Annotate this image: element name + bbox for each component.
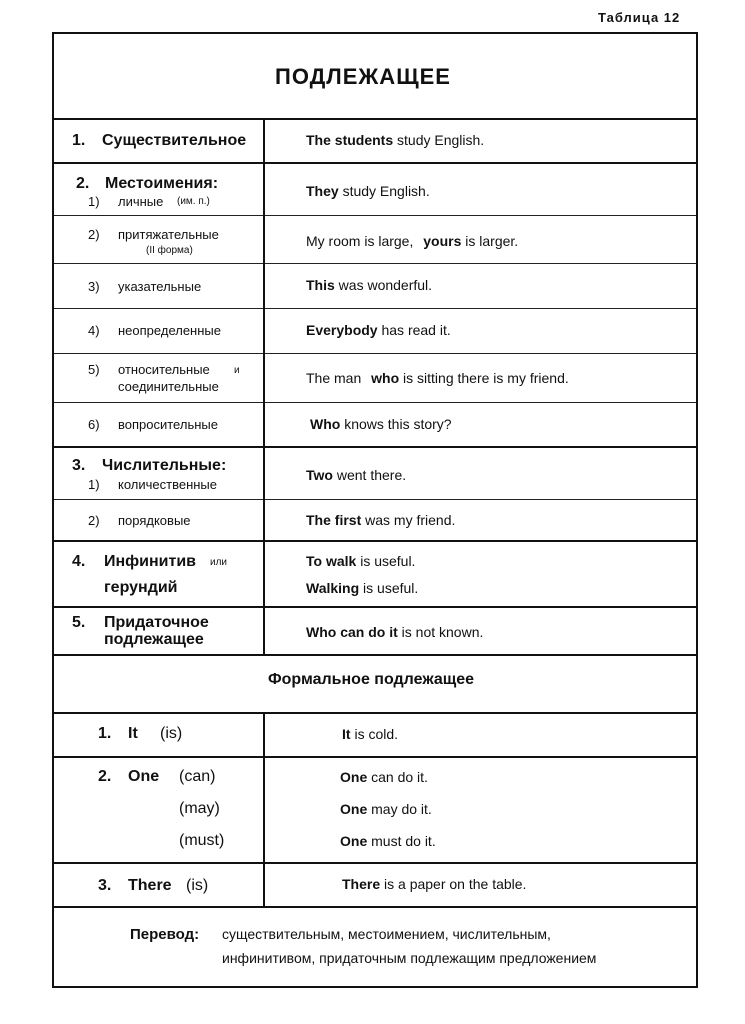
rule <box>54 906 696 908</box>
note: (II форма) <box>146 245 193 256</box>
table-label: Таблица 12 <box>598 10 681 25</box>
row-number: 2) <box>88 513 100 528</box>
example: This was wonderful. <box>306 277 433 293</box>
rule <box>54 308 696 309</box>
formal-verb: (can) <box>179 768 216 785</box>
row-label: подлежащее <box>104 631 204 648</box>
row-label: указательные <box>118 279 202 294</box>
row-label: вопросительные <box>118 417 218 432</box>
example: One may do it. <box>340 801 432 817</box>
rule <box>54 712 696 714</box>
rule <box>54 118 696 120</box>
row-number: 4. <box>72 553 86 570</box>
row-label: соединительные <box>118 379 219 394</box>
example: My room is large, yours is larger. <box>306 233 519 249</box>
row-label: Числительные: <box>102 457 227 474</box>
section-heading: Формальное подлежащее <box>268 671 475 688</box>
note: (им. п.) <box>177 196 210 207</box>
example: The man who is sitting there is my friend. <box>306 370 569 386</box>
subject-table <box>52 32 698 988</box>
sub-number: 1) <box>88 194 100 209</box>
row-label: Местоимения: <box>105 175 219 192</box>
column-divider <box>263 712 265 906</box>
rule <box>54 654 696 656</box>
row-number: 1. <box>98 725 112 742</box>
row-label: Придаточное <box>104 614 209 631</box>
row-number: 3. <box>72 457 86 474</box>
translation-line: инфинитивом, придаточным подлежащим предложением <box>222 950 597 966</box>
row-number: 3) <box>88 279 100 294</box>
row-label: притяжательные <box>118 227 219 242</box>
formal-verb: (must) <box>179 832 225 849</box>
rule <box>54 402 696 403</box>
row-number: 3. <box>98 877 112 894</box>
row-number: 2. <box>98 768 112 785</box>
formal-word: One <box>128 768 160 785</box>
row-number: 5) <box>88 362 100 377</box>
translation-label: Перевод: <box>130 926 200 943</box>
row-number: 4) <box>88 323 100 338</box>
example: One must do it. <box>340 833 436 849</box>
sub-label: личные <box>118 194 164 209</box>
rule <box>54 162 696 164</box>
example: Who knows this story? <box>310 416 452 432</box>
rule <box>54 215 696 216</box>
row-label: Инфинитив <box>104 553 197 570</box>
example: The students study English. <box>306 132 485 148</box>
sub-number: 1) <box>88 477 100 492</box>
rule <box>54 862 696 864</box>
formal-verb: (may) <box>179 800 220 817</box>
example: There is a paper on the table. <box>342 876 527 892</box>
example: Two went there. <box>306 467 407 483</box>
row-number: 6) <box>88 417 100 432</box>
row-label: герундий <box>104 579 178 596</box>
page-title: ПОДЛЕЖАЩЕЕ <box>275 64 451 89</box>
row-label: относительные <box>118 362 210 377</box>
rule <box>54 353 696 354</box>
row-number: 1. <box>72 132 86 149</box>
translation-line: существительным, местоимением, числительным, <box>222 926 551 942</box>
rule <box>54 263 696 264</box>
example: The first was my friend. <box>306 512 456 528</box>
rule <box>54 499 696 500</box>
example: It is cold. <box>342 726 399 742</box>
conjunction: и <box>234 365 240 376</box>
rule <box>54 756 696 758</box>
conjunction: или <box>210 557 228 568</box>
row-label: порядковые <box>118 513 191 528</box>
example: Who can do it is not known. <box>306 624 484 640</box>
rule <box>54 540 696 542</box>
example: One can do it. <box>340 769 428 785</box>
sub-label: количественные <box>118 477 218 492</box>
row-number: 5. <box>72 614 86 631</box>
formal-verb: (is) <box>160 725 183 742</box>
formal-word: It <box>128 725 138 742</box>
rule <box>54 446 696 448</box>
row-label: Существительное <box>102 132 247 149</box>
formal-word: There <box>128 877 172 894</box>
formal-verb: (is) <box>186 877 209 894</box>
row-number: 2) <box>88 227 100 242</box>
row-label: неопределенные <box>118 323 221 338</box>
example: To walk is useful. <box>306 553 416 569</box>
column-divider <box>263 118 265 654</box>
example: They study English. <box>306 183 430 199</box>
example: Walking is useful. <box>306 580 419 596</box>
example: Everybody has read it. <box>306 322 451 338</box>
row-number: 2. <box>76 175 90 192</box>
rule <box>54 606 696 608</box>
